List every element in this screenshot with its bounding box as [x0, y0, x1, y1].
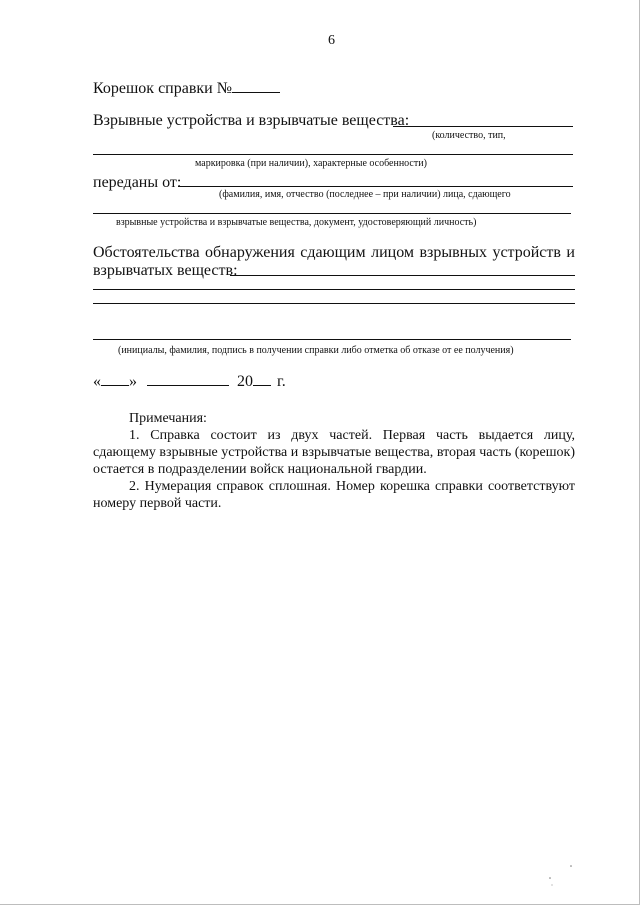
note-item-2: 2. Нумерация справок сплошная. Номер корешка справки соответствуют номеру первой части. — [93, 479, 575, 511]
date-line — [93, 371, 286, 391]
explosives-label: Взрывные устройства и взрывчатые вещества: — [93, 112, 410, 129]
note-item-1: 1. Справка состоит из двух частей. Первая часть выдается лицу, сдающему взрывные устройства и взрывчатые вещества, вторая часть (корешок) остается в подразделении войск национальной гвардии. — [93, 428, 575, 477]
hint-person-doc: взрывные устройства и взрывчатые вещества, документ, удостоверяющий личность) — [116, 217, 477, 228]
notes-title: Примечания: — [129, 411, 207, 426]
stub-title — [93, 78, 280, 98]
hint-person-fio: (фамилия, имя, отчество (последнее – при наличии) лица, сдающего — [219, 189, 511, 200]
stub-title-text: Корешок справки № — [93, 80, 232, 97]
explosives-line-1 — [393, 126, 573, 127]
circumstances-line-1: Обстоятельства обнаружения сдающим лицом взрывных устройств и — [93, 244, 575, 261]
scan-specks — [548, 858, 578, 888]
transferred-from-label: переданы от: — [93, 174, 182, 191]
stub-number-blank — [232, 78, 280, 93]
circumstances-rule-3 — [93, 303, 575, 304]
circumstances-rule-1 — [230, 275, 575, 276]
date-day-blank — [101, 371, 129, 386]
circumstances-line-2: взрывчатых веществ: — [93, 262, 238, 279]
date-year-suffix: г. — [277, 373, 286, 390]
explosives-line-2 — [93, 154, 573, 155]
date-month-blank — [147, 371, 229, 386]
circumstances-rule-2 — [93, 289, 575, 290]
date-open-quote: « — [93, 373, 101, 390]
signature-line — [93, 339, 571, 340]
date-year-blank — [253, 371, 271, 386]
transferred-from-line-1 — [178, 186, 573, 187]
page-number: 6 — [328, 33, 335, 48]
transferred-from-line-2 — [93, 213, 571, 214]
hint-quantity-type: (количество, тип, — [432, 130, 506, 141]
date-close-quote: » — [129, 373, 137, 390]
hint-signature: (инициалы, фамилия, подпись в получении справки либо отметка об отказе от ее получения) — [118, 345, 514, 356]
hint-marking: маркировка (при наличии), характерные особенности) — [195, 158, 427, 169]
date-year-prefix: 20 — [237, 373, 253, 390]
